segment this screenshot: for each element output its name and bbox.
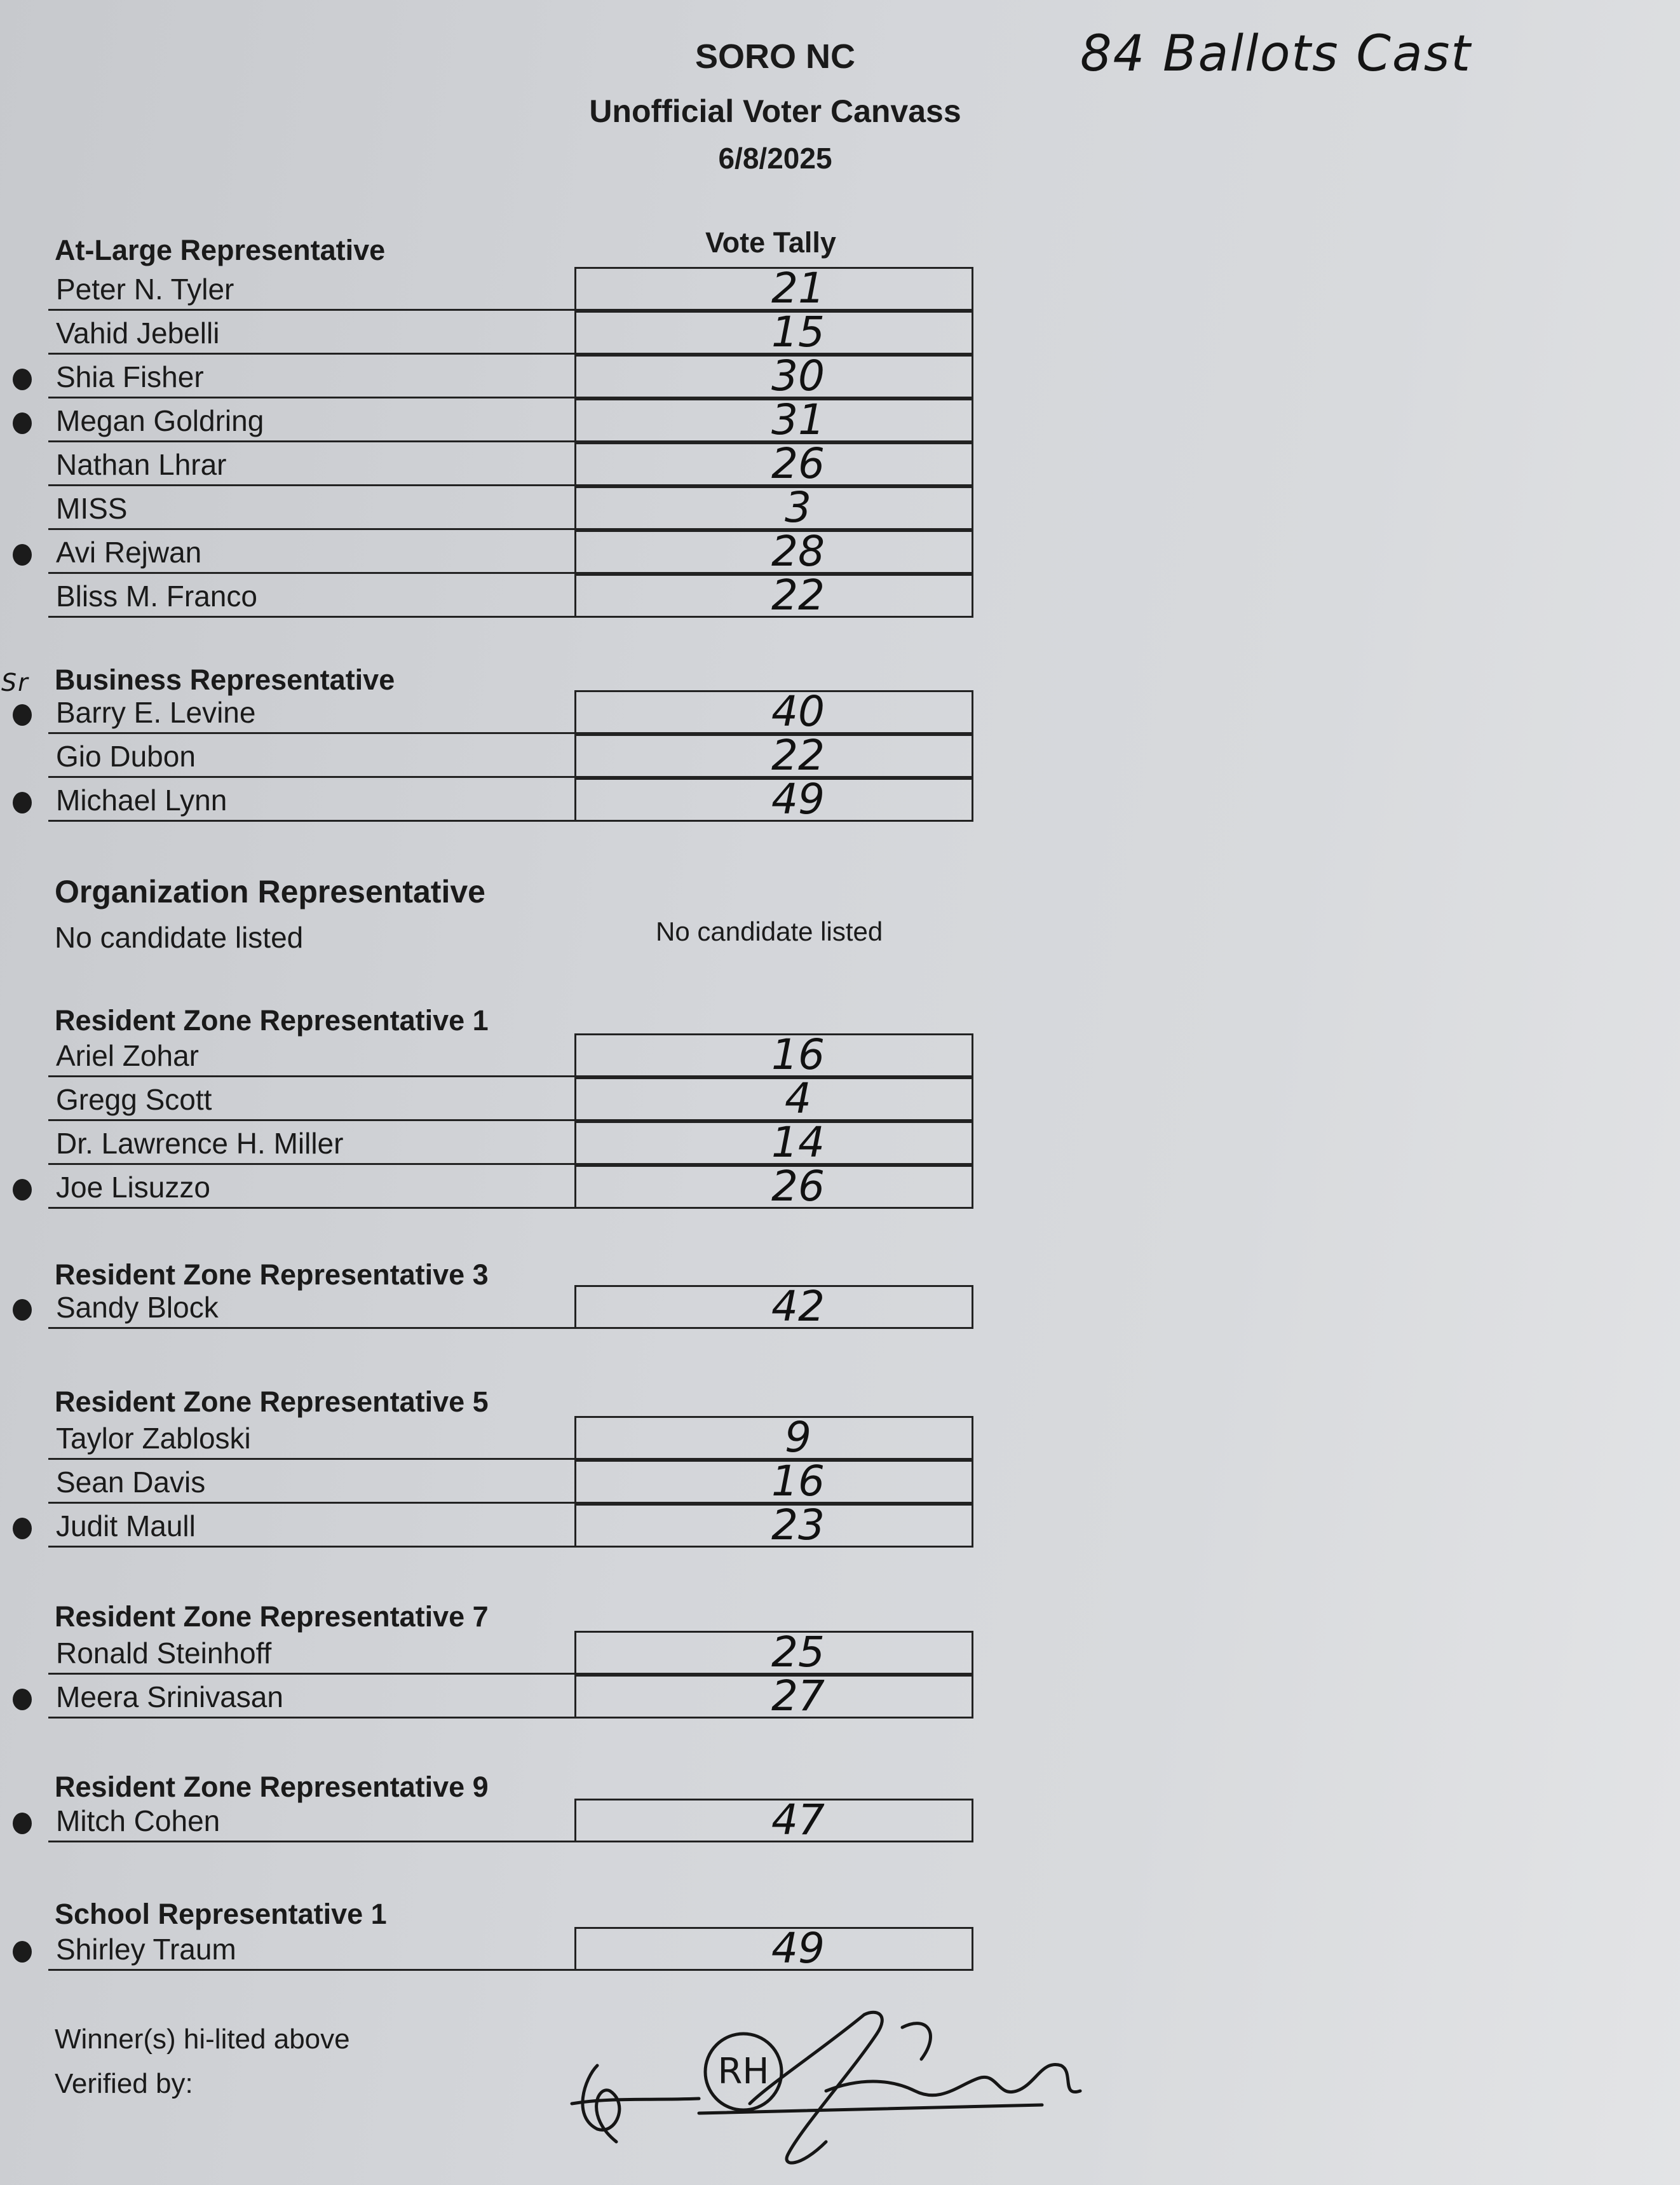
candidate-name: Avi Rejwan [56, 536, 202, 569]
table-row [48, 1282, 973, 1331]
candidate-name: Gregg Scott [56, 1083, 212, 1116]
vote-count: 25 [771, 1628, 825, 1677]
vote-count: 22 [771, 571, 825, 620]
vote-count: 16 [771, 1030, 825, 1079]
candidate-name: Joe Lisuzzo [56, 1171, 210, 1204]
signature-initials: RH [717, 2051, 769, 2092]
vote-count: 16 [771, 1457, 825, 1506]
no-candidate-text: No candidate listed [55, 921, 304, 954]
table-row [48, 439, 973, 488]
vote-count: 21 [771, 264, 825, 313]
tally-table [48, 264, 973, 620]
winner-mark-icon [13, 1299, 32, 1321]
vote-count: 3 [785, 483, 811, 532]
verified-by-label: Verified by: [55, 2068, 193, 2099]
table-row [48, 1074, 973, 1123]
vote-tally-header: Vote Tally [705, 226, 836, 259]
table-row [48, 483, 973, 532]
section-title: Resident Zone Representative 5 [55, 1385, 489, 1418]
winner-mark-icon [13, 412, 32, 434]
candidate-name: Judit Maull [56, 1509, 196, 1542]
tally-table [48, 1282, 973, 1331]
table-row [48, 1671, 973, 1720]
section-title: Resident Zone Representative 3 [55, 1258, 489, 1291]
vote-count: 27 [771, 1671, 825, 1720]
vote-count: 15 [771, 308, 825, 357]
candidate-name: Vahid Jebelli [56, 317, 220, 350]
table-row [48, 1795, 973, 1844]
candidate-name: Dr. Lawrence H. Miller [56, 1127, 344, 1160]
margin-note: Sr [1, 669, 29, 697]
tally-table [48, 1628, 973, 1720]
candidate-name: Mitch Cohen [56, 1804, 220, 1837]
section-title: Business Representative [55, 664, 395, 696]
candidate-name: MISS [56, 492, 128, 525]
candidate-name: Barry E. Levine [56, 696, 256, 729]
no-candidate-tally: No candidate listed [656, 916, 883, 946]
ballots-cast-note: 84 Ballots Cast [1080, 25, 1472, 83]
vote-count: 31 [771, 395, 825, 444]
vote-count: 49 [771, 775, 825, 824]
vote-count: 23 [771, 1501, 825, 1549]
tally-table [48, 1924, 973, 1973]
candidate-name: Ariel Zohar [56, 1039, 199, 1072]
candidate-name: Bliss M. Franco [56, 580, 257, 613]
section-title: Resident Zone Representative 7 [55, 1600, 489, 1633]
winner-mark-icon [13, 1941, 32, 1963]
table-row [48, 1030, 973, 1079]
table-row [48, 731, 973, 780]
candidate-name: Peter N. Tyler [56, 273, 234, 306]
winner-mark-icon [13, 792, 32, 813]
candidate-name: Nathan Lhrar [56, 448, 227, 481]
table-row [48, 1501, 973, 1549]
candidate-name: Taylor Zabloski [56, 1422, 251, 1455]
table-row [48, 571, 973, 620]
candidate-name: Michael Lynn [56, 784, 227, 817]
vote-count: 26 [771, 439, 825, 488]
tally-table [48, 1030, 973, 1211]
candidate-name: Megan Goldring [56, 404, 264, 437]
tally-table [48, 1795, 973, 1844]
vote-count: 26 [771, 1162, 825, 1211]
vote-count: 28 [771, 527, 825, 576]
table-row [48, 308, 973, 357]
vote-count: 49 [771, 1924, 825, 1973]
candidate-name: Meera Srinivasan [56, 1680, 283, 1713]
winners-note: Winner(s) hi-lited above [55, 2024, 350, 2055]
table-row [48, 1457, 973, 1506]
section-title: Organization Representative [55, 874, 485, 909]
vote-count: 4 [785, 1074, 811, 1123]
winner-mark-icon [13, 369, 32, 390]
winner-mark-icon [13, 1813, 32, 1834]
candidate-name: Gio Dubon [56, 740, 196, 773]
vote-count: 47 [771, 1795, 825, 1844]
vote-count: 14 [771, 1118, 825, 1167]
winner-mark-icon [13, 704, 32, 726]
tally-table [48, 1413, 973, 1549]
section-title: Resident Zone Representative 9 [55, 1771, 489, 1803]
table-row [48, 687, 973, 736]
section-title: Resident Zone Representative 1 [55, 1004, 489, 1037]
winner-mark-icon [13, 544, 32, 566]
candidate-name: Sean Davis [56, 1466, 206, 1499]
vote-count: 30 [771, 351, 825, 400]
candidate-name: Ronald Steinhoff [56, 1637, 272, 1670]
table-row [48, 1162, 973, 1211]
candidate-name: Shirley Traum [56, 1933, 236, 1966]
section-title: At-Large Representative [55, 234, 386, 266]
document-title: SORO NC [694, 37, 856, 76]
table-row [48, 1628, 973, 1677]
vote-count: 40 [771, 687, 825, 736]
table-row [48, 1118, 973, 1167]
signature-image [559, 1989, 1195, 2180]
candidate-name: Sandy Block [56, 1291, 219, 1324]
canvass-date: 6/8/2025 [718, 142, 832, 175]
vote-count: 9 [785, 1413, 811, 1462]
document-subtitle: Unofficial Voter Canvass [589, 93, 961, 129]
winner-mark-icon [13, 1689, 32, 1710]
section-title: School Representative 1 [55, 1898, 387, 1930]
table-row [48, 351, 973, 400]
vote-count: 22 [771, 731, 825, 780]
candidate-name: Shia Fisher [56, 360, 204, 393]
table-row [48, 1413, 973, 1462]
table-row [48, 775, 973, 824]
winner-mark-icon [13, 1518, 32, 1539]
vote-count: 42 [771, 1282, 825, 1331]
table-row [48, 395, 973, 444]
table-row [48, 264, 973, 313]
table-row [48, 527, 973, 576]
table-row [48, 1924, 973, 1973]
winner-mark-icon [13, 1179, 32, 1201]
tally-table [48, 687, 973, 824]
